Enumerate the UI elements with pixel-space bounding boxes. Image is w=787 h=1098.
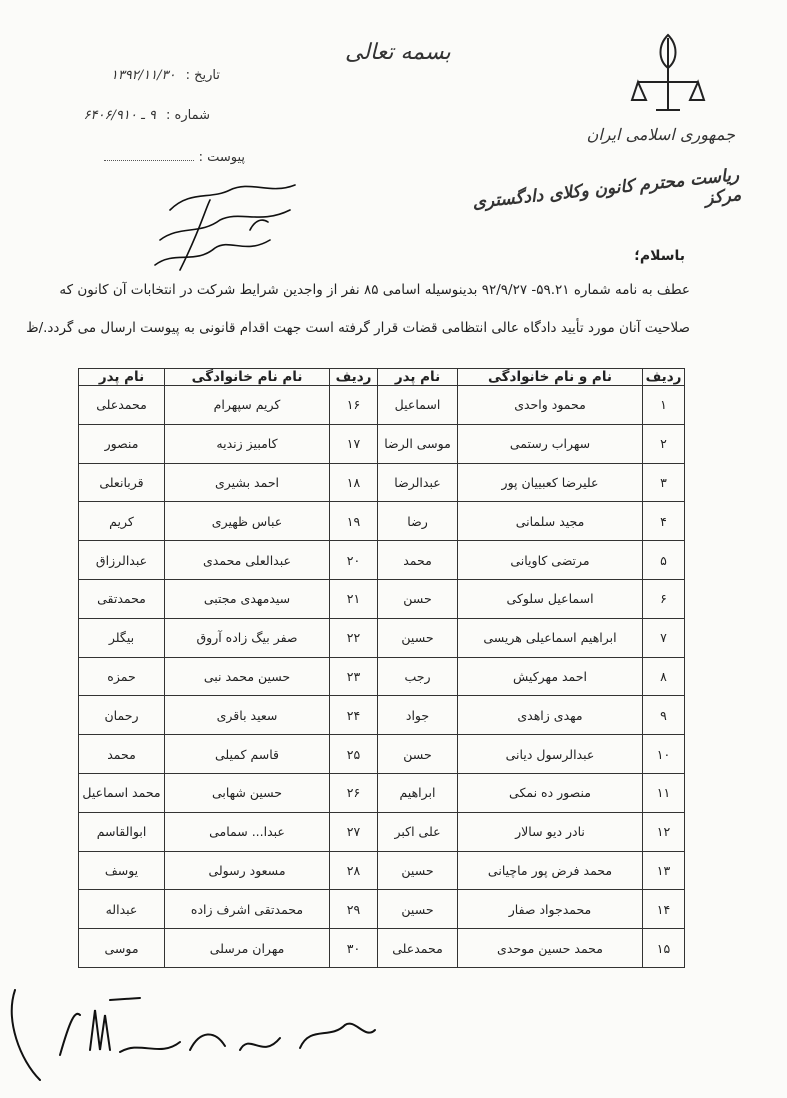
cell-full-name: منصور ده نمکی xyxy=(458,773,643,812)
cell-father-name: علی اکبر xyxy=(378,812,458,851)
cell-father-name-2: محمد اسماعیل xyxy=(79,773,165,812)
table-row xyxy=(79,579,685,618)
cell-row-no: ۱۲ xyxy=(643,812,685,851)
cell-full-name: محمد حسین موحدی xyxy=(458,929,643,968)
cell-father-name: عبدالرضا xyxy=(378,463,458,502)
cell-father-name-2: حمزه xyxy=(79,657,165,696)
paragraph-line-1: عطف به نامه شماره ۵۹.۲۱- ۹۲/۹/۲۷ بدینوسیله اسامی ۸۵ نفر از واجدین شرایط شرکت در انتخابات آن کانون که xyxy=(59,282,690,298)
cell-father-name-2: یوسف xyxy=(79,851,165,890)
cell-full-name: علیرضا کعبییان پور xyxy=(458,463,643,502)
cell-full-name: محمود واحدی xyxy=(458,386,643,425)
cell-father-name: اسماعیل xyxy=(378,386,458,425)
cell-full-name-2: محمدتقی اشرف زاده xyxy=(165,890,330,929)
bottom-signature xyxy=(0,980,420,1090)
attachment-row xyxy=(45,150,245,165)
org-name-iran: جمهوری اسلامی ایران xyxy=(586,125,735,144)
cell-father-name-2: رحمان xyxy=(79,696,165,735)
cell-full-name-2: عبدا... سمامی xyxy=(165,812,330,851)
cell-father-name-2: ابوالقاسم xyxy=(79,812,165,851)
cell-row-no-2: ۳۰ xyxy=(330,929,378,968)
cell-row-no: ۶ xyxy=(643,579,685,618)
cell-full-name-2: احمد بشیری xyxy=(165,463,330,502)
cell-father-name: موسی الرضا xyxy=(378,424,458,463)
table-row xyxy=(79,929,685,968)
cell-row-no-2: ۱۶ xyxy=(330,386,378,425)
cell-father-name-2: عبدالرزاق xyxy=(79,541,165,580)
cell-row-no-2: ۲۴ xyxy=(330,696,378,735)
cell-father-name-2: بیگلر xyxy=(79,618,165,657)
paragraph-line-2: صلاحیت آنان مورد تأیید دادگاه عالی انتظامی قضات قرار گرفته است جهت اقدام قانونی به پیوست ارسال می گردد./ظ xyxy=(26,320,690,336)
cell-full-name-2: صفر بیگ زاده آروق xyxy=(165,618,330,657)
cell-row-no: ۱۴ xyxy=(643,890,685,929)
cell-full-name: محمدجواد صفار xyxy=(458,890,643,929)
number-row xyxy=(10,108,210,123)
table-row xyxy=(79,696,685,735)
col-header-father-name: نام پدر xyxy=(378,369,458,386)
cell-row-no-2: ۲۶ xyxy=(330,773,378,812)
cell-full-name-2: مهران مرسلی xyxy=(165,929,330,968)
cell-father-name: حسین xyxy=(378,618,458,657)
cell-full-name-2: کامبیز زندیه xyxy=(165,424,330,463)
cell-father-name-2: منصور xyxy=(79,424,165,463)
cell-full-name: سهراب رستمی xyxy=(458,424,643,463)
table-row xyxy=(79,657,685,696)
table-row xyxy=(79,502,685,541)
cell-full-name: نادر دیو سالار xyxy=(458,812,643,851)
cell-father-name: حسن xyxy=(378,735,458,774)
cell-full-name: عبدالرسول دیانی xyxy=(458,735,643,774)
cell-father-name-2: قربانعلی xyxy=(79,463,165,502)
date-value: ۱۳۹۲/۱۱/۳۰ xyxy=(110,68,176,83)
cell-row-no-2: ۲۱ xyxy=(330,579,378,618)
col-header-row-no: ردیف xyxy=(643,369,685,386)
date-row xyxy=(20,68,220,83)
table-header-row xyxy=(79,369,685,386)
table-row xyxy=(79,812,685,851)
cell-full-name-2: قاسم کمیلی xyxy=(165,735,330,774)
attachment-label: پیوست : xyxy=(198,150,245,165)
cell-row-no: ۱۱ xyxy=(643,773,685,812)
bismillah-heading: بسمه تعالی xyxy=(345,40,451,65)
table-row xyxy=(79,424,685,463)
greeting: باسلام؛ xyxy=(634,248,685,264)
table-row xyxy=(79,735,685,774)
cell-father-name-2: عبداله xyxy=(79,890,165,929)
cell-row-no: ۱۵ xyxy=(643,929,685,968)
table-row xyxy=(79,618,685,657)
cell-father-name: حسین xyxy=(378,851,458,890)
cell-father-name-2: محمدعلی xyxy=(79,386,165,425)
attachment-dots xyxy=(104,160,194,161)
cell-father-name: رضا xyxy=(378,502,458,541)
cell-row-no-2: ۲۸ xyxy=(330,851,378,890)
addressee: ریاست محترم کانون وکلای دادگستری مرکز xyxy=(471,165,743,213)
table-row xyxy=(79,386,685,425)
cell-father-name-2: کریم xyxy=(79,502,165,541)
candidates-table xyxy=(78,368,685,968)
cell-row-no: ۸ xyxy=(643,657,685,696)
cell-full-name: ابراهیم اسماعیلی هریسی xyxy=(458,618,643,657)
cell-full-name-2: عبدالعلی محمدی xyxy=(165,541,330,580)
col-header-row-no-2: ردیف xyxy=(330,369,378,386)
cell-full-name: مجید سلمانی xyxy=(458,502,643,541)
table-row xyxy=(79,851,685,890)
cell-father-name: ابراهیم xyxy=(378,773,458,812)
col-header-full-name: نام و نام خانوادگی xyxy=(458,369,643,386)
judiciary-emblem-icon xyxy=(628,30,708,125)
cell-full-name: مهدی زاهدی xyxy=(458,696,643,735)
cell-full-name-2: حسین شهابی xyxy=(165,773,330,812)
table-row xyxy=(79,463,685,502)
cell-father-name: حسین xyxy=(378,890,458,929)
date-label: تاریخ : xyxy=(185,68,220,83)
number-label: شماره : xyxy=(166,108,210,123)
cell-full-name: محمد فرض پور ماچیانی xyxy=(458,851,643,890)
cell-father-name: محمدعلی xyxy=(378,929,458,968)
cell-full-name: مرتضی کاویانی xyxy=(458,541,643,580)
table-row xyxy=(79,773,685,812)
cell-row-no: ۱ xyxy=(643,386,685,425)
cell-father-name: محمد xyxy=(378,541,458,580)
col-header-father-name-2: نام پدر xyxy=(79,369,165,386)
cell-full-name: احمد مهرکیش xyxy=(458,657,643,696)
cell-row-no-2: ۲۳ xyxy=(330,657,378,696)
cell-row-no-2: ۲۵ xyxy=(330,735,378,774)
cell-father-name-2: محمد xyxy=(79,735,165,774)
cell-full-name-2: حسین محمد نبی xyxy=(165,657,330,696)
table-row xyxy=(79,890,685,929)
cell-father-name-2: محمدتقی xyxy=(79,579,165,618)
cell-father-name: حسن xyxy=(378,579,458,618)
cell-row-no: ۴ xyxy=(643,502,685,541)
cell-full-name-2: مسعود رسولی xyxy=(165,851,330,890)
cell-row-no-2: ۱۸ xyxy=(330,463,378,502)
cell-row-no: ۳ xyxy=(643,463,685,502)
cell-row-no-2: ۲۹ xyxy=(330,890,378,929)
cell-father-name: جواد xyxy=(378,696,458,735)
cell-father-name: رجب xyxy=(378,657,458,696)
number-value: ۹ ـ ۶۴۰۶/۹۱۰ xyxy=(83,108,156,123)
cell-full-name-2: عباس ظهیری xyxy=(165,502,330,541)
cell-full-name: اسماعیل سلوکی xyxy=(458,579,643,618)
cell-row-no: ۹ xyxy=(643,696,685,735)
cell-row-no-2: ۲۷ xyxy=(330,812,378,851)
cell-row-no: ۱۳ xyxy=(643,851,685,890)
cell-row-no: ۷ xyxy=(643,618,685,657)
handwritten-note-signature xyxy=(150,170,310,280)
cell-full-name-2: سیدمهدی مجتبی xyxy=(165,579,330,618)
cell-full-name-2: کریم سپهرام xyxy=(165,386,330,425)
cell-row-no: ۲ xyxy=(643,424,685,463)
cell-row-no-2: ۱۷ xyxy=(330,424,378,463)
cell-row-no-2: ۱۹ xyxy=(330,502,378,541)
cell-father-name-2: موسی xyxy=(79,929,165,968)
cell-row-no-2: ۲۲ xyxy=(330,618,378,657)
cell-full-name-2: سعید باقری xyxy=(165,696,330,735)
cell-row-no: ۵ xyxy=(643,541,685,580)
col-header-full-name-2: نام نام خانوادگی xyxy=(165,369,330,386)
cell-row-no: ۱۰ xyxy=(643,735,685,774)
table-row xyxy=(79,541,685,580)
cell-row-no-2: ۲۰ xyxy=(330,541,378,580)
